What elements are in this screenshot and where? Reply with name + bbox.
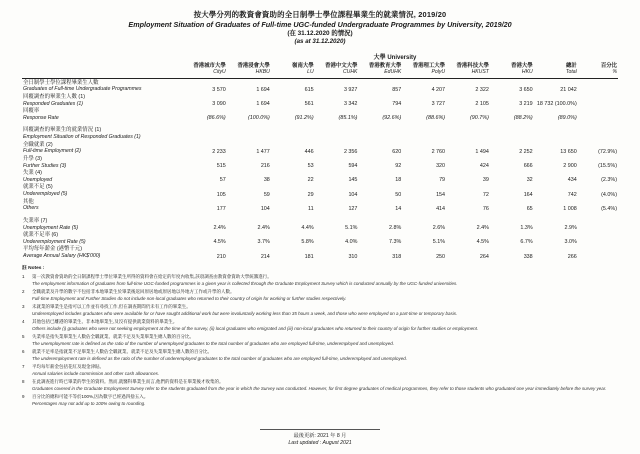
table-cell: 338	[523, 253, 533, 260]
row-label	[22, 108, 183, 122]
table-cell	[578, 246, 618, 260]
table-cell: 76	[482, 205, 489, 212]
table-cell	[271, 127, 315, 141]
note-index: 3	[22, 304, 25, 310]
table-cell: 145	[348, 177, 358, 184]
table-cell: 210	[216, 253, 226, 260]
table-cell: 14	[395, 205, 402, 212]
table-cell	[578, 108, 618, 122]
note-body	[32, 319, 618, 332]
row-label-chinese: 其他	[23, 198, 34, 205]
table-cell: 4.5%	[476, 239, 489, 246]
note-english: Percentages may not add up to 100% owing to rounding.	[32, 400, 146, 406]
last-updated-chinese: 最後更新: 2021 年 8 月	[293, 433, 347, 439]
table-cell: (72.9%)	[598, 148, 617, 155]
note-item	[22, 274, 618, 287]
row-label-english: Underemployed (5)	[23, 191, 68, 198]
note-chinese: 平均每年薪金包括花紅及現金津貼。	[32, 364, 104, 370]
row-label	[22, 232, 183, 246]
table-cell: 615	[304, 86, 314, 93]
notes-heading: 註 Notes :	[22, 266, 45, 272]
table-cell: 22	[307, 177, 314, 184]
note-body	[32, 289, 618, 302]
table-cell: 2.4%	[257, 225, 270, 232]
table-cell: 3 927	[343, 86, 358, 93]
table-cell: 794	[392, 101, 402, 108]
table-cell: 39	[482, 177, 489, 184]
table-cell	[534, 127, 578, 141]
table-cell: 104	[348, 191, 358, 198]
table-cell	[402, 127, 446, 141]
table-row	[22, 108, 618, 122]
table-cell: 11	[308, 205, 314, 212]
note-english: Underemployed includes graduates who were available for or have sought additional work but were involuntarily working less than 35 hours a week, and those who were employed on a part-time or temporary basis.	[32, 310, 458, 316]
table-cell: 177	[216, 205, 226, 212]
row-label	[22, 79, 183, 94]
note-index: 9	[22, 394, 25, 400]
table-cell: (91.2%)	[294, 115, 314, 122]
last-updated-english: Last updated : August 2021	[288, 440, 352, 446]
table-row	[22, 184, 618, 198]
row-label-chinese: 全職就業 (2)	[23, 141, 53, 148]
note-item	[22, 304, 618, 317]
table-cell: 18	[395, 177, 402, 184]
note-chinese: 第一次教資會資助的全日制課程學士學位畢業生所得的資料會在給定的年度內收集,該項調查由教資會資助大學統籌進行。	[32, 274, 272, 279]
table-cell: (100.0%)	[247, 115, 270, 122]
table-cell: 320	[436, 163, 446, 170]
table-cell: 7.3%	[388, 239, 402, 246]
note-chinese: 未就業的畢業生是指可以工作並有尋找工作,但在調查期間仍未有工作的畢業生。	[32, 304, 191, 310]
table-row	[22, 232, 618, 246]
table-cell: 3 090	[212, 101, 226, 108]
table-cell: 4.0%	[345, 239, 358, 246]
table-cell: 5.1%	[432, 239, 446, 246]
table-cell: 620	[392, 148, 402, 155]
table-row	[22, 127, 618, 141]
table-cell: 414	[436, 205, 446, 212]
table-head	[22, 62, 618, 79]
row-label	[22, 170, 183, 184]
table-cell: 53	[307, 163, 314, 170]
table-cell: 50	[395, 191, 402, 198]
table-cell: 3.0%	[564, 239, 577, 246]
column-header-hkust: 香港科技大學 HKUST	[456, 62, 489, 75]
table-row	[22, 79, 618, 94]
row-label-english: Average Annual Salary (HK$'000)	[23, 253, 101, 260]
table-cell: (86.6%)	[206, 115, 226, 122]
table-cell: 1 494	[475, 148, 489, 155]
row-label-chinese: 回覆調查的畢業生人數 (1)	[23, 93, 85, 100]
table-cell: 216	[260, 163, 270, 170]
note-english: Graduates covered in the Graduate Employment Survey refer to the students graduated from the year in which the Survey was conducted. However, for first degree graduates of medical programmes, they refer to those students who graduated one year immediately before the survey year.	[32, 385, 607, 391]
table-cell: 266	[567, 253, 577, 260]
table-cell: 742	[567, 191, 577, 198]
table-row	[22, 141, 618, 155]
note-index: 8	[22, 379, 25, 385]
table-cell: 446	[304, 148, 314, 155]
table-cell: 4.5%	[213, 239, 226, 246]
table-cell: 2 252	[519, 148, 533, 155]
table-cell: 59	[263, 191, 270, 198]
table-cell: 2 322	[475, 86, 489, 93]
table-cell: 666	[523, 163, 533, 170]
row-label-chinese: 失業 (4)	[23, 170, 42, 177]
subtitle-english: (as at 31.12.2020)	[294, 38, 346, 46]
row-label-english: Full-time Employment (2)	[23, 148, 81, 155]
table-cell: 5.1%	[345, 225, 358, 232]
row-label	[22, 184, 183, 198]
row-label-english: Response Rate	[23, 114, 59, 121]
table-cell	[315, 127, 359, 141]
table-cell: 154	[436, 191, 446, 198]
footer	[0, 429, 640, 446]
note-chinese: 百分比的總和可能不等於100%,因為數字已經過四捨五入。	[32, 394, 149, 400]
note-item	[22, 289, 618, 302]
table-cell: 424	[479, 163, 489, 170]
table-cell: 310	[348, 253, 358, 260]
table-cell: 264	[479, 253, 489, 260]
row-label-english: Responded Graduates (1)	[23, 100, 83, 107]
row-label	[22, 127, 183, 141]
table-cell: (2.3%)	[601, 177, 617, 184]
table-cell: 318	[392, 253, 402, 260]
note-english: Others include (i) graduates who were not seeking employment at the time of the survey, (ii) local graduates who emigrated and (iii) non-local graduates who returned to their country of origin for further studies or employment.	[32, 325, 479, 331]
row-label-english: Graduates of Full-time Undergraduate Programmes	[23, 86, 142, 93]
note-item	[22, 349, 618, 362]
table-cell: 38	[263, 177, 270, 184]
table-cell	[183, 127, 227, 141]
column-header-hkbu: 香港浸會大學 HKBU	[237, 62, 270, 75]
table-body	[22, 79, 618, 261]
row-label-english: Further Studies (3)	[23, 162, 67, 169]
row-label-english: Unemployed	[23, 176, 53, 183]
note-chinese: 就業不足率是指就業不足畢業生人數佔全職就業、就業不足及失業畢業生總人數的百分比。	[32, 349, 212, 355]
table-cell: 434	[567, 177, 577, 184]
row-label-chinese: 回覆調查的畢業生的就業情況 (1)	[23, 127, 102, 134]
table-cell: 2.6%	[432, 225, 446, 232]
note-body	[32, 379, 618, 392]
table-cell: 1 008	[563, 205, 577, 212]
table-cell: (88.6%)	[426, 115, 446, 122]
table-cell: 2 233	[212, 148, 226, 155]
table-cell: 181	[304, 253, 314, 260]
row-label	[22, 141, 183, 155]
row-label-chinese: 失業率 (7)	[23, 217, 48, 224]
subtitle-chinese: (在 31.12.2020 的情況)	[287, 30, 353, 38]
note-english: Full-time Employment and Further Studies do not include non-local graduates who returned to their country of origin for working or further studies respectively.	[32, 295, 347, 301]
table-cell: 3.7%	[257, 239, 270, 246]
note-item	[22, 334, 618, 347]
note-chinese: 在此調查進行時已畢業的學生的資料。然而,就醫科畢業生而言,他們的資料是在畢業後才收集的。	[32, 379, 224, 385]
table-cell: 5.8%	[301, 239, 314, 246]
row-label-english: Others	[23, 205, 39, 212]
row-label-chinese: 就業不足 (5)	[23, 184, 53, 191]
table-cell	[578, 93, 618, 107]
table-cell: 29	[307, 191, 314, 198]
notes-section	[22, 266, 618, 407]
note-chinese: 失業率是指失業畢業生人數佔全職就業、就業不足及失業畢業生總人數的百分比。	[32, 334, 194, 340]
note-item	[22, 319, 618, 332]
row-label-english: Underemployment Rate (5)	[23, 238, 86, 245]
table-cell	[578, 127, 618, 141]
row-label-english: Unemployment Rate (5)	[23, 224, 79, 231]
table-cell: 2.9%	[564, 225, 577, 232]
title-english: Employment Situation of Graduates of Full-time UGC-funded Undergraduate Programmes by University, 2019/20	[128, 20, 512, 30]
table-cell: 3 342	[343, 101, 358, 108]
row-label	[22, 246, 183, 260]
note-body	[32, 349, 618, 362]
note-english: Annual salaries include commission and other cash allowances.	[32, 370, 160, 376]
note-index: 1	[22, 274, 25, 279]
note-english: The employment information of graduates from full-time UGC-funded programmes in a given year is collected through the Graduate Employment Survey which is conducted annually by the UGC-funded universities.	[32, 280, 458, 286]
row-label-chinese: 平均每年薪金 (港幣千元)	[23, 246, 82, 253]
table-cell: 1 477	[256, 148, 270, 155]
table-cell: 3 219	[519, 101, 533, 108]
table-cell: 2 356	[343, 148, 358, 155]
table-cell: 250	[436, 253, 446, 260]
table-cell	[446, 127, 490, 141]
column-header-hku: 香港大學 HKU	[511, 62, 533, 75]
table-cell: (15.5%)	[598, 163, 617, 170]
row-label	[22, 198, 183, 212]
notes-list	[22, 274, 618, 407]
table-cell: 3 727	[431, 101, 446, 108]
note-index: 5	[22, 334, 25, 340]
table-cell: 18 732 (100.0%)	[536, 101, 577, 108]
table-cell: 515	[216, 163, 226, 170]
employment-table	[22, 62, 618, 260]
note-chinese: 其他包括已離港的畢業生、非本地畢業生,及沒有提供就業資料的畢業生。	[32, 319, 178, 325]
table-cell: 214	[260, 253, 270, 260]
table-cell: 2.4%	[213, 225, 226, 232]
table-cell: (5.4%)	[601, 205, 617, 212]
table-cell: 105	[216, 191, 226, 198]
title-chinese: 按大學分列的教資會資助的全日制學士學位課程畢業生的就業情況, 2019/20	[193, 10, 447, 19]
row-label	[22, 217, 183, 231]
table-cell	[578, 79, 618, 94]
table-cell: 65	[526, 205, 533, 212]
table-cell: 2 900	[563, 163, 577, 170]
note-body	[32, 274, 618, 287]
table-cell: 127	[348, 205, 358, 212]
column-header-lu: 嶺南大學 LU	[292, 62, 314, 75]
row-label-chinese: 全日制學士學位課程畢業生人數	[23, 79, 99, 86]
table-cell: 104	[260, 205, 270, 212]
table-cell: 4 207	[431, 86, 446, 93]
table-header-row	[22, 62, 618, 76]
table-cell: 57	[219, 177, 226, 184]
table-cell: 164	[523, 191, 533, 198]
table-cell	[578, 232, 618, 246]
row-label-chinese: 就業不足率 (6)	[23, 232, 59, 239]
table-cell: (90.7%)	[469, 115, 489, 122]
table-row	[22, 93, 618, 107]
note-chinese: 全職就業及升學的數字不包括非本地畢業生於畢業後返回原居地或原居地以外地方工作或升學的人數。	[32, 289, 235, 295]
note-item	[22, 379, 618, 392]
note-body	[32, 364, 618, 377]
table-row	[22, 155, 618, 169]
table-cell: 2.4%	[476, 225, 489, 232]
note-index: 6	[22, 349, 25, 355]
table-cell: 594	[348, 163, 358, 170]
table-row	[22, 246, 618, 260]
note-body	[32, 394, 618, 407]
table-cell: 3 650	[519, 86, 533, 93]
table-cell: 2.8%	[388, 225, 402, 232]
note-body	[32, 334, 618, 347]
row-label-chinese: 升學 (3)	[23, 155, 42, 162]
table-cell: (85.1%)	[338, 115, 358, 122]
note-item	[22, 394, 618, 407]
row-label	[22, 155, 183, 169]
table-row	[22, 217, 618, 231]
table-cell	[358, 127, 402, 141]
column-header-polyu: 香港理工大學 PolyU	[412, 62, 446, 75]
row-label	[22, 93, 183, 107]
table-cell: 32	[526, 177, 533, 184]
row-label-english: Employment Situation of Responded Graduates (1)	[23, 134, 141, 141]
table-cell: 1 694	[256, 101, 270, 108]
table-cell: 79	[439, 177, 446, 184]
note-body	[32, 304, 618, 317]
table-cell: (89.0%)	[557, 115, 577, 122]
column-header-cuhk: 香港中文大學 CUHK	[325, 62, 358, 75]
table-cell: 21 042	[560, 86, 577, 93]
table-cell: 561	[304, 101, 314, 108]
note-index: 2	[22, 289, 25, 295]
note-english: The unemployment rate is defined as the ratio of the number of unemployed graduates to the total number of graduates who are employed full-time, underemployed and unemployed.	[32, 340, 394, 346]
note-item	[22, 364, 618, 377]
table-cell: 2 105	[475, 101, 489, 108]
column-header-cityu: 香港城市大學 CityU	[193, 62, 226, 75]
table-group-header: 大學 University	[373, 55, 417, 61]
table-cell: 92	[395, 163, 402, 170]
table-cell	[490, 127, 534, 141]
table-row	[22, 170, 618, 184]
table-cell	[578, 217, 618, 231]
table-cell: 6.7%	[520, 239, 533, 246]
table-cell: 857	[392, 86, 402, 93]
title-block	[22, 10, 618, 46]
table-cell: 72	[482, 191, 489, 198]
note-index: 4	[22, 319, 25, 325]
table-row	[22, 198, 618, 212]
table-cell: 2 760	[431, 148, 446, 155]
table-cell: (4.0%)	[601, 191, 617, 198]
table-cell: 1 694	[256, 86, 270, 93]
table-cell: (88.2%)	[513, 115, 533, 122]
table-cell: 4.4%	[301, 225, 314, 232]
table-cell: (92.6%)	[382, 115, 402, 122]
row-label-chinese: 回覆率	[23, 108, 40, 115]
table-cell	[227, 127, 271, 141]
column-header-eduhk: 香港教育大學 EdUHK	[368, 62, 402, 75]
table-cell: 13 650	[560, 148, 577, 155]
table-cell: 3 570	[212, 86, 226, 93]
note-index: 7	[22, 364, 25, 370]
table-cell: 1.3%	[520, 225, 533, 232]
column-header-total: 總計 Total	[565, 62, 577, 75]
column-header-percent: 百分比 %	[600, 62, 617, 75]
header-spacer	[22, 62, 183, 76]
note-english: The underemployment rate is defined as the ratio of the number of underemployed graduates to the total number of graduates who are employed full-time, underemployed and unemployed.	[32, 355, 407, 361]
